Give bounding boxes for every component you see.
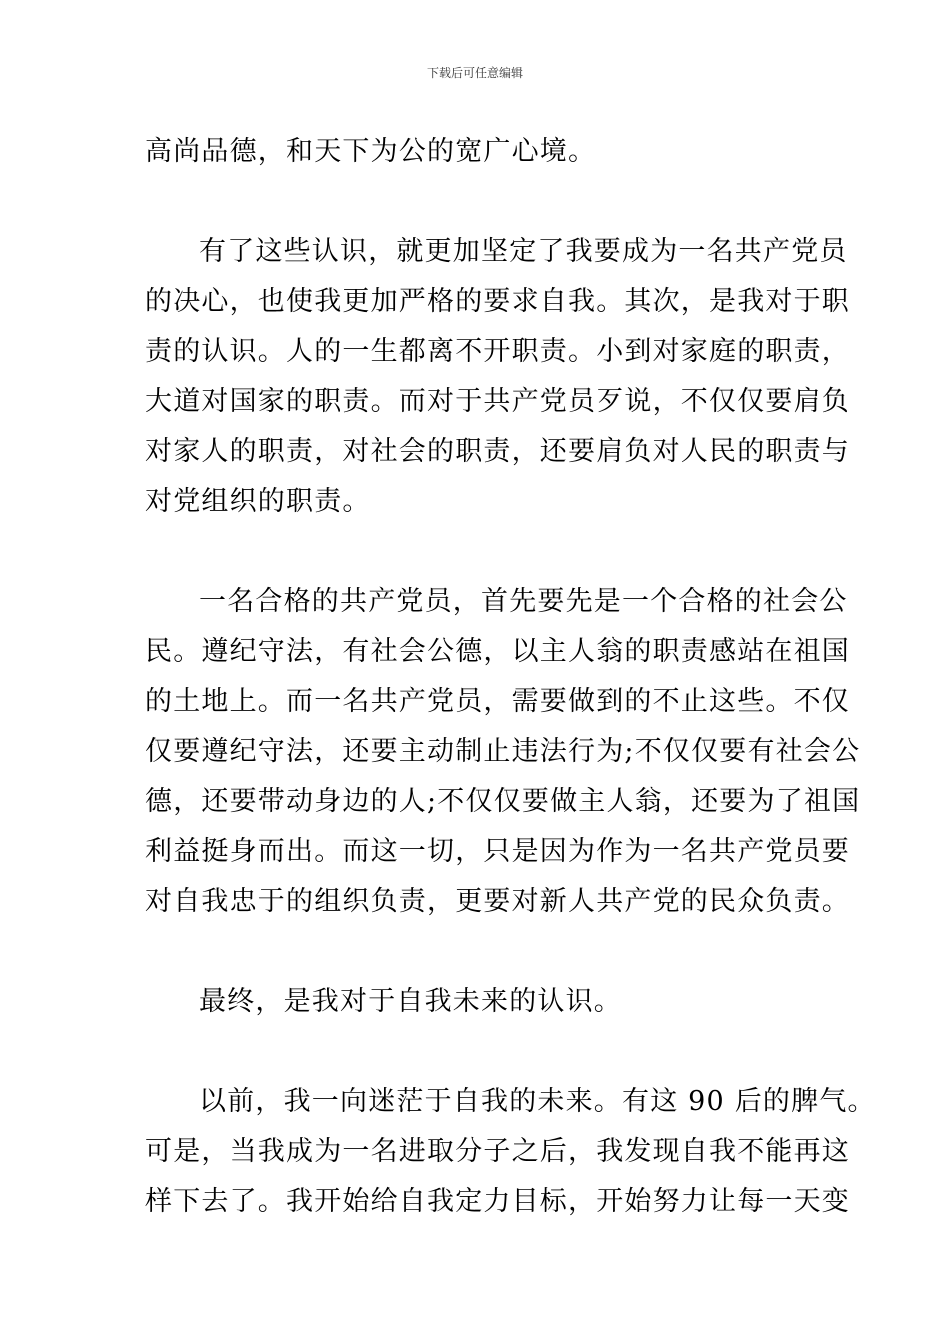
text-line: 一名合格的共产党员，首先要先是一个合格的社会公: [199, 586, 848, 617]
text-line: 民。遵纪守法，有社会公德，以主人翁的职责感站在祖国: [145, 636, 850, 667]
paragraph-gap: [145, 1027, 807, 1077]
text-line: 高尚品德，和天下为公的宽广心境。: [145, 136, 597, 167]
text-line: 利益挺身而出。而这一切，只是因为作为一名共产党员要: [145, 836, 850, 867]
text-line: 的土地上。而一名共产党员，需要做到的不止这些。不仅: [145, 686, 850, 717]
paragraph-2: [145, 227, 850, 527]
text-line: 德，还要带动身边的人;不仅仅要做主人翁，还要为了祖国: [145, 786, 861, 817]
text-line: 有了这些认识，就更加坚定了我要成为一名共产党员: [199, 236, 848, 267]
text-line: 的决心，也使我更加严格的要求自我。其次，是我对于职: [145, 286, 850, 317]
paragraph-4: [145, 977, 807, 1027]
text-line: 以前，我一向迷茫于自我的未来。有这 90 后的脾气。: [199, 1086, 876, 1117]
text-line: 大道对国家的职责。而对于共产党员歹说，不仅仅要肩负: [145, 386, 850, 417]
text-line: 对党组织的职责。: [145, 486, 371, 517]
text-line: 责的认识。人的一生都离不开职责。小到对家庭的职责，: [145, 336, 850, 367]
paragraph-gap: [145, 527, 807, 577]
paragraph-gap: [145, 927, 807, 977]
text-line: 对自我忠于的组织负责，更要对新人共产党的民众负责。: [145, 886, 850, 917]
paragraph-1: [145, 127, 807, 177]
paragraph-5: [145, 1077, 876, 1227]
paragraph-3: [145, 577, 861, 927]
text-line: 对家人的职责，对社会的职责，还要肩负对人民的职责与: [145, 436, 850, 467]
page-header: 下载后可任意编辑: [426, 66, 523, 80]
text-line: 样下去了。我开始给自我定力目标，开始努力让每一天变: [145, 1186, 850, 1217]
paragraph-gap: [145, 177, 807, 227]
text-line: 仅要遵纪守法，还要主动制止违法行为;不仅仅要有社会公: [145, 736, 861, 767]
document-body: [145, 127, 876, 1227]
text-line: 可是，当我成为一名进取分子之后，我发现自我不能再这: [145, 1136, 850, 1167]
text-line: 最终，是我对于自我未来的认识。: [199, 986, 622, 1017]
